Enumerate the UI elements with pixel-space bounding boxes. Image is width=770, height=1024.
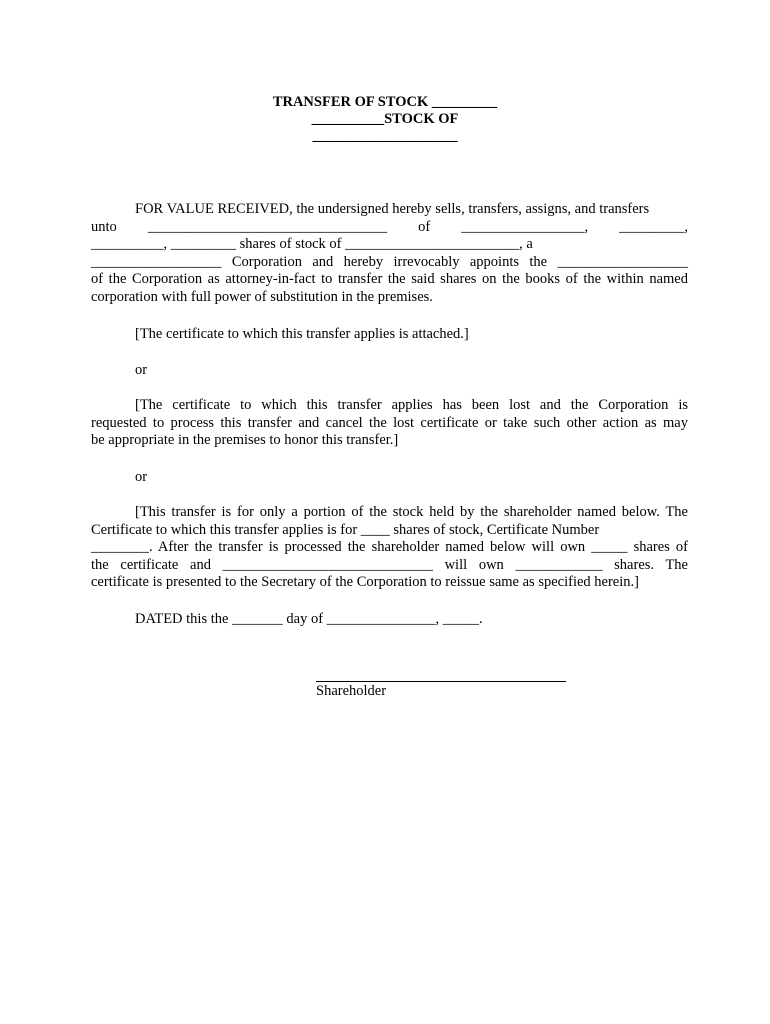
certificate-lost-paragraph [91,397,688,450]
paragraph-line: requested to process this transfer and cancel the lost certificate or take such other action as may [91,414,688,431]
paragraph-line: [The certificate to which this transfer applies is attached.] [135,326,469,342]
signature-line [316,681,566,682]
paragraph-line: __________________ Corporation and hereby irrevocably appoints the __________________ [91,253,688,270]
document-title [0,94,770,145]
paragraph-line: __________, _________ shares of stock of ________________________, a [91,236,533,253]
paragraph-line: [This transfer is for only a portion of the stock held by the shareholder named below. The [135,504,688,520]
dated-text: DATED this the _______ day of _______________, _____. [135,611,483,627]
paragraph-line: unto _________________________________ of _________________, _________, [91,218,688,235]
or-separator-1 [91,362,688,380]
title-line-1: TRANSFER OF STOCK _________ [272,94,498,110]
paragraph-line: ________. After the transfer is processed the shareholder named below will own _____ shares of [91,539,688,556]
title-line-3: ____________________ [312,128,458,144]
paragraph-line: be appropriate in the premises to honor this transfer.] [91,432,399,449]
paragraph-line: Certificate to which this transfer applies is for ____ shares of stock, Certificate Number [91,521,600,538]
signature-label: Shareholder [316,683,387,699]
paragraph-line: FOR VALUE RECEIVED, the undersigned hereby sells, transfers, assigns, and transfers [135,201,650,217]
paragraph-line: corporation with full power of substitution in the premises. [91,288,433,305]
dated-line [91,611,688,629]
partial-transfer-paragraph [91,504,688,592]
or-text: or [135,469,148,485]
paragraph-line: of the Corporation as attorney-in-fact to transfer the said shares on the books of the within named [91,271,688,288]
or-separator-2 [91,469,688,487]
or-text: or [135,362,148,378]
title-line-2: __________STOCK OF [311,111,459,127]
for-value-paragraph [91,201,688,307]
paragraph-line: certificate is presented to the Secretary of the Corporation to reissue same as specified herein.] [91,574,639,591]
certificate-attached-paragraph [91,326,688,344]
paragraph-line: the certificate and _____________________________ will own ____________ shares. The [91,556,688,573]
paragraph-line: [The certificate to which this transfer applies has been lost and the Corporation is [135,397,688,413]
